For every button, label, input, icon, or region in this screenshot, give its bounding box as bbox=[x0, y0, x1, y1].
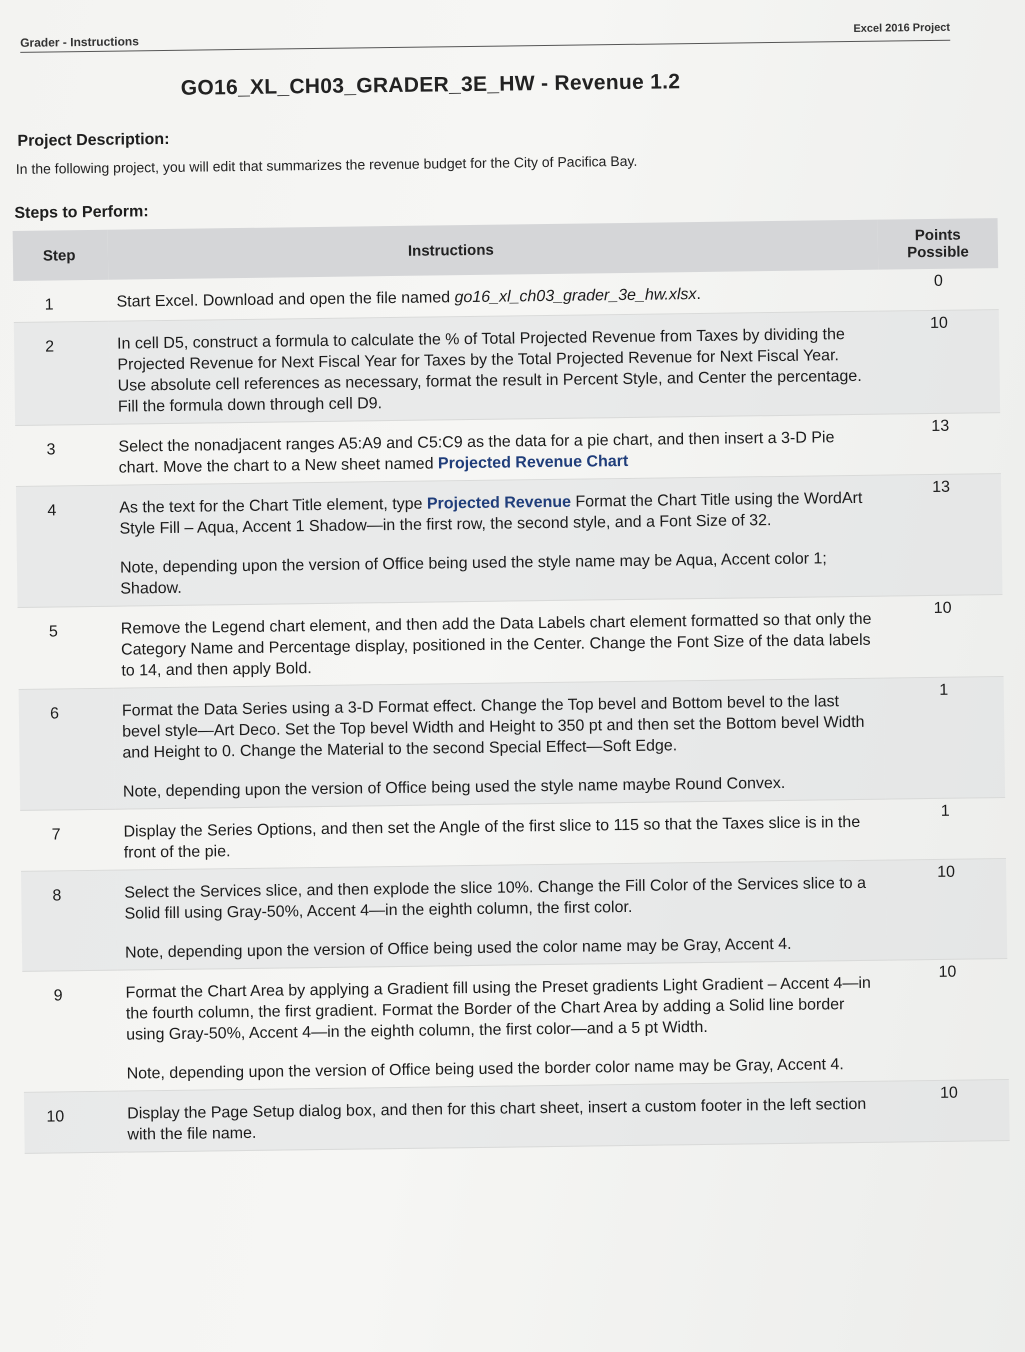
points-possible: 10 bbox=[879, 310, 1000, 415]
column-header-points: Points Possible bbox=[878, 218, 999, 270]
step-instructions bbox=[114, 678, 886, 809]
points-possible: 10 bbox=[882, 595, 1003, 679]
table-row bbox=[14, 310, 1000, 426]
document-content bbox=[10, 17, 1020, 1154]
step-number: 2 bbox=[14, 321, 110, 425]
step-number: 10 bbox=[24, 1091, 120, 1153]
step-number: 1 bbox=[13, 280, 109, 323]
table-row bbox=[22, 959, 1008, 1093]
step-instructions bbox=[109, 311, 880, 424]
instruction-segment: Display the Page Setup dialog box, and then for this chart sheet, insert a custom footer in the left section with the file name. bbox=[127, 1095, 867, 1144]
instruction-text bbox=[124, 873, 878, 925]
instruction-text bbox=[121, 609, 876, 682]
instruction-text bbox=[125, 973, 880, 1046]
step-instructions bbox=[111, 475, 883, 606]
step-number: 6 bbox=[19, 688, 116, 810]
instruction-note: Note, depending upon the version of Office being used the color name may be Gray, Accent 4. bbox=[124, 935, 792, 962]
file-name-text: go16_xl_ch03_grader_3e_hw.xlsx bbox=[454, 286, 697, 307]
typed-text-highlight: Projected Revenue bbox=[426, 493, 572, 513]
page-header bbox=[20, 18, 950, 53]
table-row bbox=[19, 677, 1005, 811]
table-row bbox=[24, 1080, 1010, 1154]
steps-table-body bbox=[13, 268, 1009, 1153]
step-instructions bbox=[113, 596, 884, 688]
page-title: GO16_XL_CH03_GRADER_3E_HW - Revenue 1.2 bbox=[180, 70, 681, 100]
instruction-segment: . bbox=[696, 285, 702, 304]
instruction-segment: Format the Data Series using a 3-D Format effect. Change the Top bevel and Bottom bevel to the last bevel style—Art Deco. Set the Top bevel Width and Height to 350 pt and then set the Bottom bevel Width and Height to 0. Change the Material to the second Special Effect—Soft Edge. bbox=[121, 693, 865, 762]
step-instructions bbox=[110, 414, 881, 485]
table-row bbox=[21, 859, 1007, 972]
step-number: 8 bbox=[21, 870, 117, 971]
step-number: 3 bbox=[15, 424, 111, 486]
table-row bbox=[16, 474, 1002, 608]
instruction-segment: Select the Services slice, and then explode the slice 10%. Change the Fill Color of the Services slice to a Solid fill using Gray-50%, Accent 4—in the eighth column, the first color. bbox=[124, 874, 867, 923]
step-instructions bbox=[119, 1081, 890, 1152]
project-description-label: Project Description: bbox=[17, 130, 170, 150]
instruction-text bbox=[119, 488, 873, 540]
header-left-text: Grader - Instructions bbox=[20, 34, 139, 50]
column-header-step: Step bbox=[13, 230, 109, 281]
points-possible: 13 bbox=[881, 474, 1003, 597]
points-possible: 0 bbox=[878, 268, 999, 311]
instruction-segment: Format the Chart Area by applying a Gradient fill using the Preset gradients Light Gradient – Accent 4—in the fourth column, the first gradient. Format the Border of the Chart Area by adding a Solid line border using Gray-50%, Accent 4—in the eighth column, the first color—and a 5 pt Width. bbox=[125, 974, 871, 1044]
step-number: 7 bbox=[20, 809, 116, 871]
instruction-text bbox=[122, 691, 877, 764]
step-instructions bbox=[115, 799, 886, 870]
step-number: 4 bbox=[16, 485, 113, 607]
typed-text-highlight: Projected Revenue Chart bbox=[437, 452, 629, 473]
instruction-segment: Format the Chart Title using the WordArt Style Fill – Aqua, Accent 1 Shadow—in the first row, the second style, and a Font Size of 32. bbox=[119, 489, 863, 538]
instruction-note: Note, depending upon the version of Office being used the border color name may be Gray, Accent 4. bbox=[126, 1056, 844, 1083]
instruction-segment: Remove the Legend chart element, and then add the Data Labels chart element formatted so that only the Category Name and Percentage display, positioned in the Center. Change the Font Size of the data labels to 14, and then apply Bold. bbox=[120, 610, 872, 680]
points-possible: 13 bbox=[880, 413, 1001, 476]
instruction-text bbox=[127, 1094, 881, 1146]
instruction-segment: Select the nonadjacent ranges A5:A9 and C5:C9 as the data for a pie chart, and then insert a 3-D Pie chart. Move the chart to a New sheet named bbox=[118, 429, 835, 477]
step-instructions bbox=[116, 860, 887, 970]
points-possible: 1 bbox=[884, 677, 1006, 800]
table-row bbox=[18, 595, 1004, 690]
instruction-text bbox=[118, 427, 872, 479]
instruction-note: Note, depending upon the version of Office being used the style name may be Aqua, Accent color 1; Shadow. bbox=[119, 550, 827, 598]
instruction-segment: Display the Series Options, and then set the Angle of the first slice to 115 so that the Taxes slice is in the front of the pie. bbox=[123, 813, 861, 862]
header-right-text: Excel 2016 Project bbox=[853, 21, 951, 35]
points-possible: 1 bbox=[885, 798, 1006, 861]
step-number: 9 bbox=[22, 970, 119, 1092]
project-description-text: In the following project, you will edit that summarizes the revenue budget for the City of Pacifica Bay. bbox=[15, 152, 638, 177]
instruction-text bbox=[123, 812, 877, 864]
instruction-text bbox=[116, 282, 870, 313]
column-header-instructions: Instructions bbox=[108, 220, 879, 280]
instruction-segment: In cell D5, construct a formula to calculate the % of Total Projected Revenue from Taxes by dividing the Projected Revenue for Next Fiscal Year for Taxes by the Total Projected Revenue for Next Fiscal Year. Use absolute cell references as necessary, format the result in Percent Style, and Center the percentage. Fill the formula down through cell D9. bbox=[117, 326, 862, 416]
step-instructions bbox=[117, 960, 889, 1091]
step-number: 5 bbox=[18, 606, 114, 689]
instruction-segment: As the text for the Chart Title element, type bbox=[119, 495, 428, 517]
instruction-segment: Start Excel. Download and open the file named bbox=[116, 289, 455, 311]
points-possible: 10 bbox=[887, 959, 1009, 1082]
points-possible: 10 bbox=[886, 859, 1007, 961]
points-possible: 10 bbox=[889, 1080, 1010, 1143]
steps-table bbox=[13, 218, 1010, 1154]
steps-label: Steps to Perform: bbox=[14, 203, 149, 222]
instruction-text bbox=[117, 324, 872, 418]
instruction-note: Note, depending upon the version of Office being used the style name maybe Round Convex. bbox=[122, 774, 786, 801]
